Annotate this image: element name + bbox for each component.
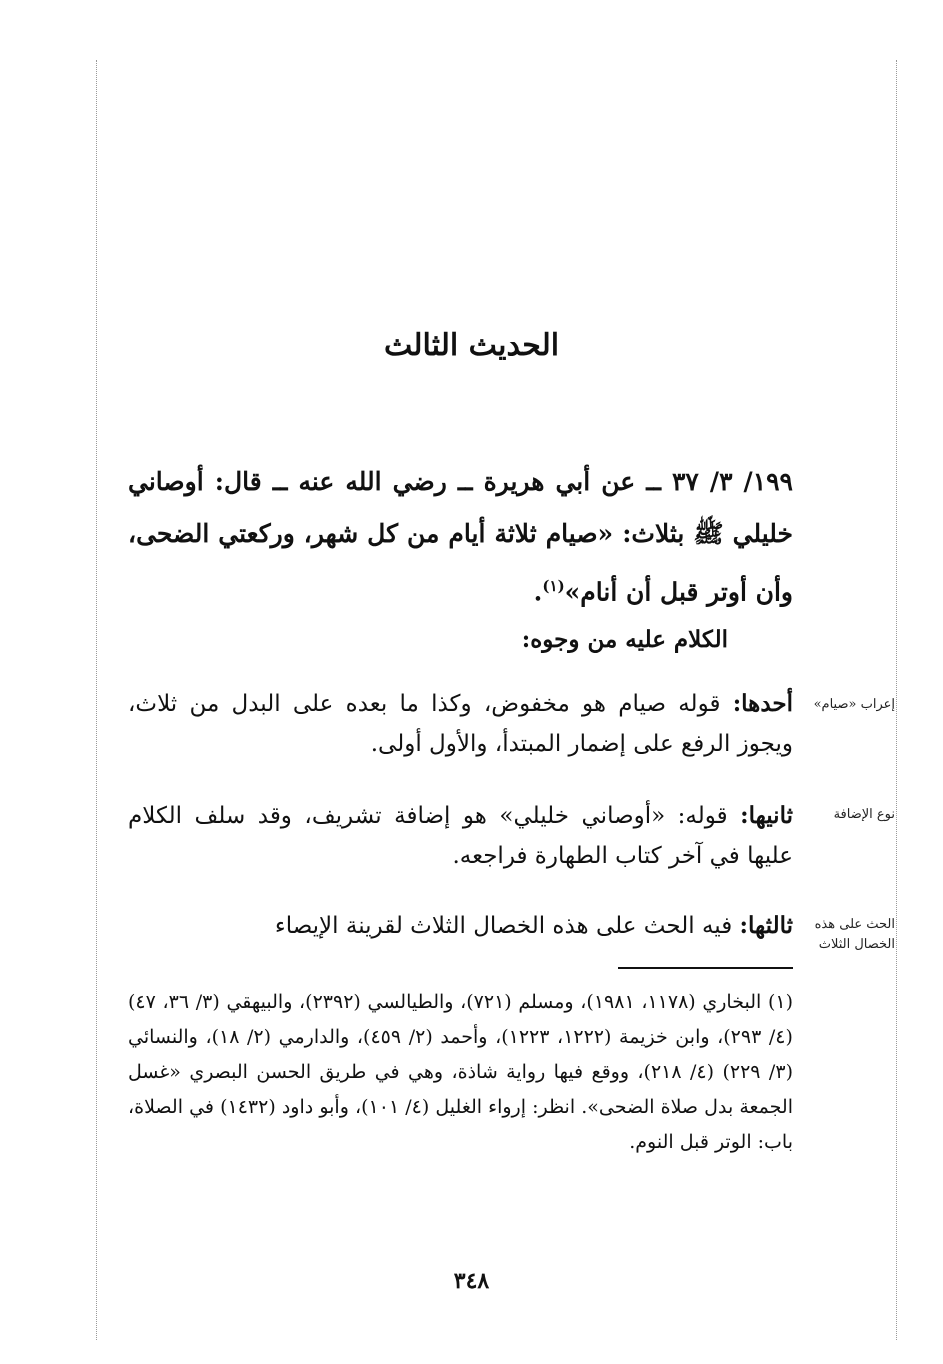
hadith-text — [128, 456, 793, 618]
point-1-lead: أحدها: — [732, 690, 793, 717]
footnote — [128, 985, 793, 1160]
margin-note-2: نوع الإضافة — [833, 807, 895, 822]
footnote-number: (١) — [767, 991, 794, 1013]
hadith-end: . — [533, 577, 543, 607]
point-2-lead: ثانيها: — [740, 802, 793, 829]
footnote-ref[interactable]: (١) — [542, 577, 565, 595]
point-2 — [128, 796, 793, 876]
point-1-text: قوله صيام هو مخفوض، وكذا ما بعده على البدل من ثلاث، ويجوز الرفع على إضمار المبتدأ، والأول أولى. — [128, 691, 793, 757]
point-2-text: قوله: «أوصاني خليلي» هو إضافة تشريف، وقد سلف الكلام عليها في آخر كتاب الطهارة فراجعه. — [128, 803, 793, 869]
commentary-intro: الكلام عليه من وجوه: — [521, 626, 728, 653]
page-number: ٣٤٨ — [453, 1268, 490, 1294]
chapter-title: الحديث الثالث — [383, 328, 560, 363]
point-3 — [128, 906, 793, 946]
point-3-lead: ثالثها: — [739, 912, 793, 939]
scan-dotted-edge-left — [96, 60, 99, 1340]
point-3-text: فيه الحث على هذه الخصال الثلاث لقرينة الإيصاء — [274, 913, 740, 939]
margin-note-1: إعراب «صيام» — [813, 697, 895, 712]
hadith-body: ١٩٩/ ٣/ ٣٧ ــ عن أبي هريرة ــ رضي الله عنه ــ قال: أوصاني خليلي ﷺ بثلاث: «صيام ثلاثة أيام من كل شهر، وركعتي الضحى، وأن أوتر قبل أن أنام» — [128, 467, 793, 607]
scan-dotted-edge-right — [896, 60, 899, 1340]
footnote-text: البخاري (١١٧٨، ١٩٨١)، ومسلم (٧٢١)، والطيالسي (٢٣٩٢)، والبيهقي (٣/ ٣٦، ٤٧) (٤/ ٢٩٣)، وابن خزيمة (١٢٢٢، ١٢٢٣)، وأحمد (٢/ ٤٥٩)، والدارمي (٢/ ١٨)، والنسائي (٣/ ٢٢٩) (٤/ ٢١٨)، ووقع فيها رواية شاذة، وهي في طريق الحسن البصري «غسل الجمعة بدل صلاة الضحى». انظر: إرواء الغليل (٤/ ١٠١)، وأبو داود (١٤٣٢) في الصلاة، باب: الوتر قبل النوم. — [128, 991, 793, 1153]
margin-note-3: الحث على هذه الخصال الثلاث — [814, 917, 895, 952]
point-1 — [128, 684, 793, 764]
footnote-divider — [618, 967, 793, 969]
